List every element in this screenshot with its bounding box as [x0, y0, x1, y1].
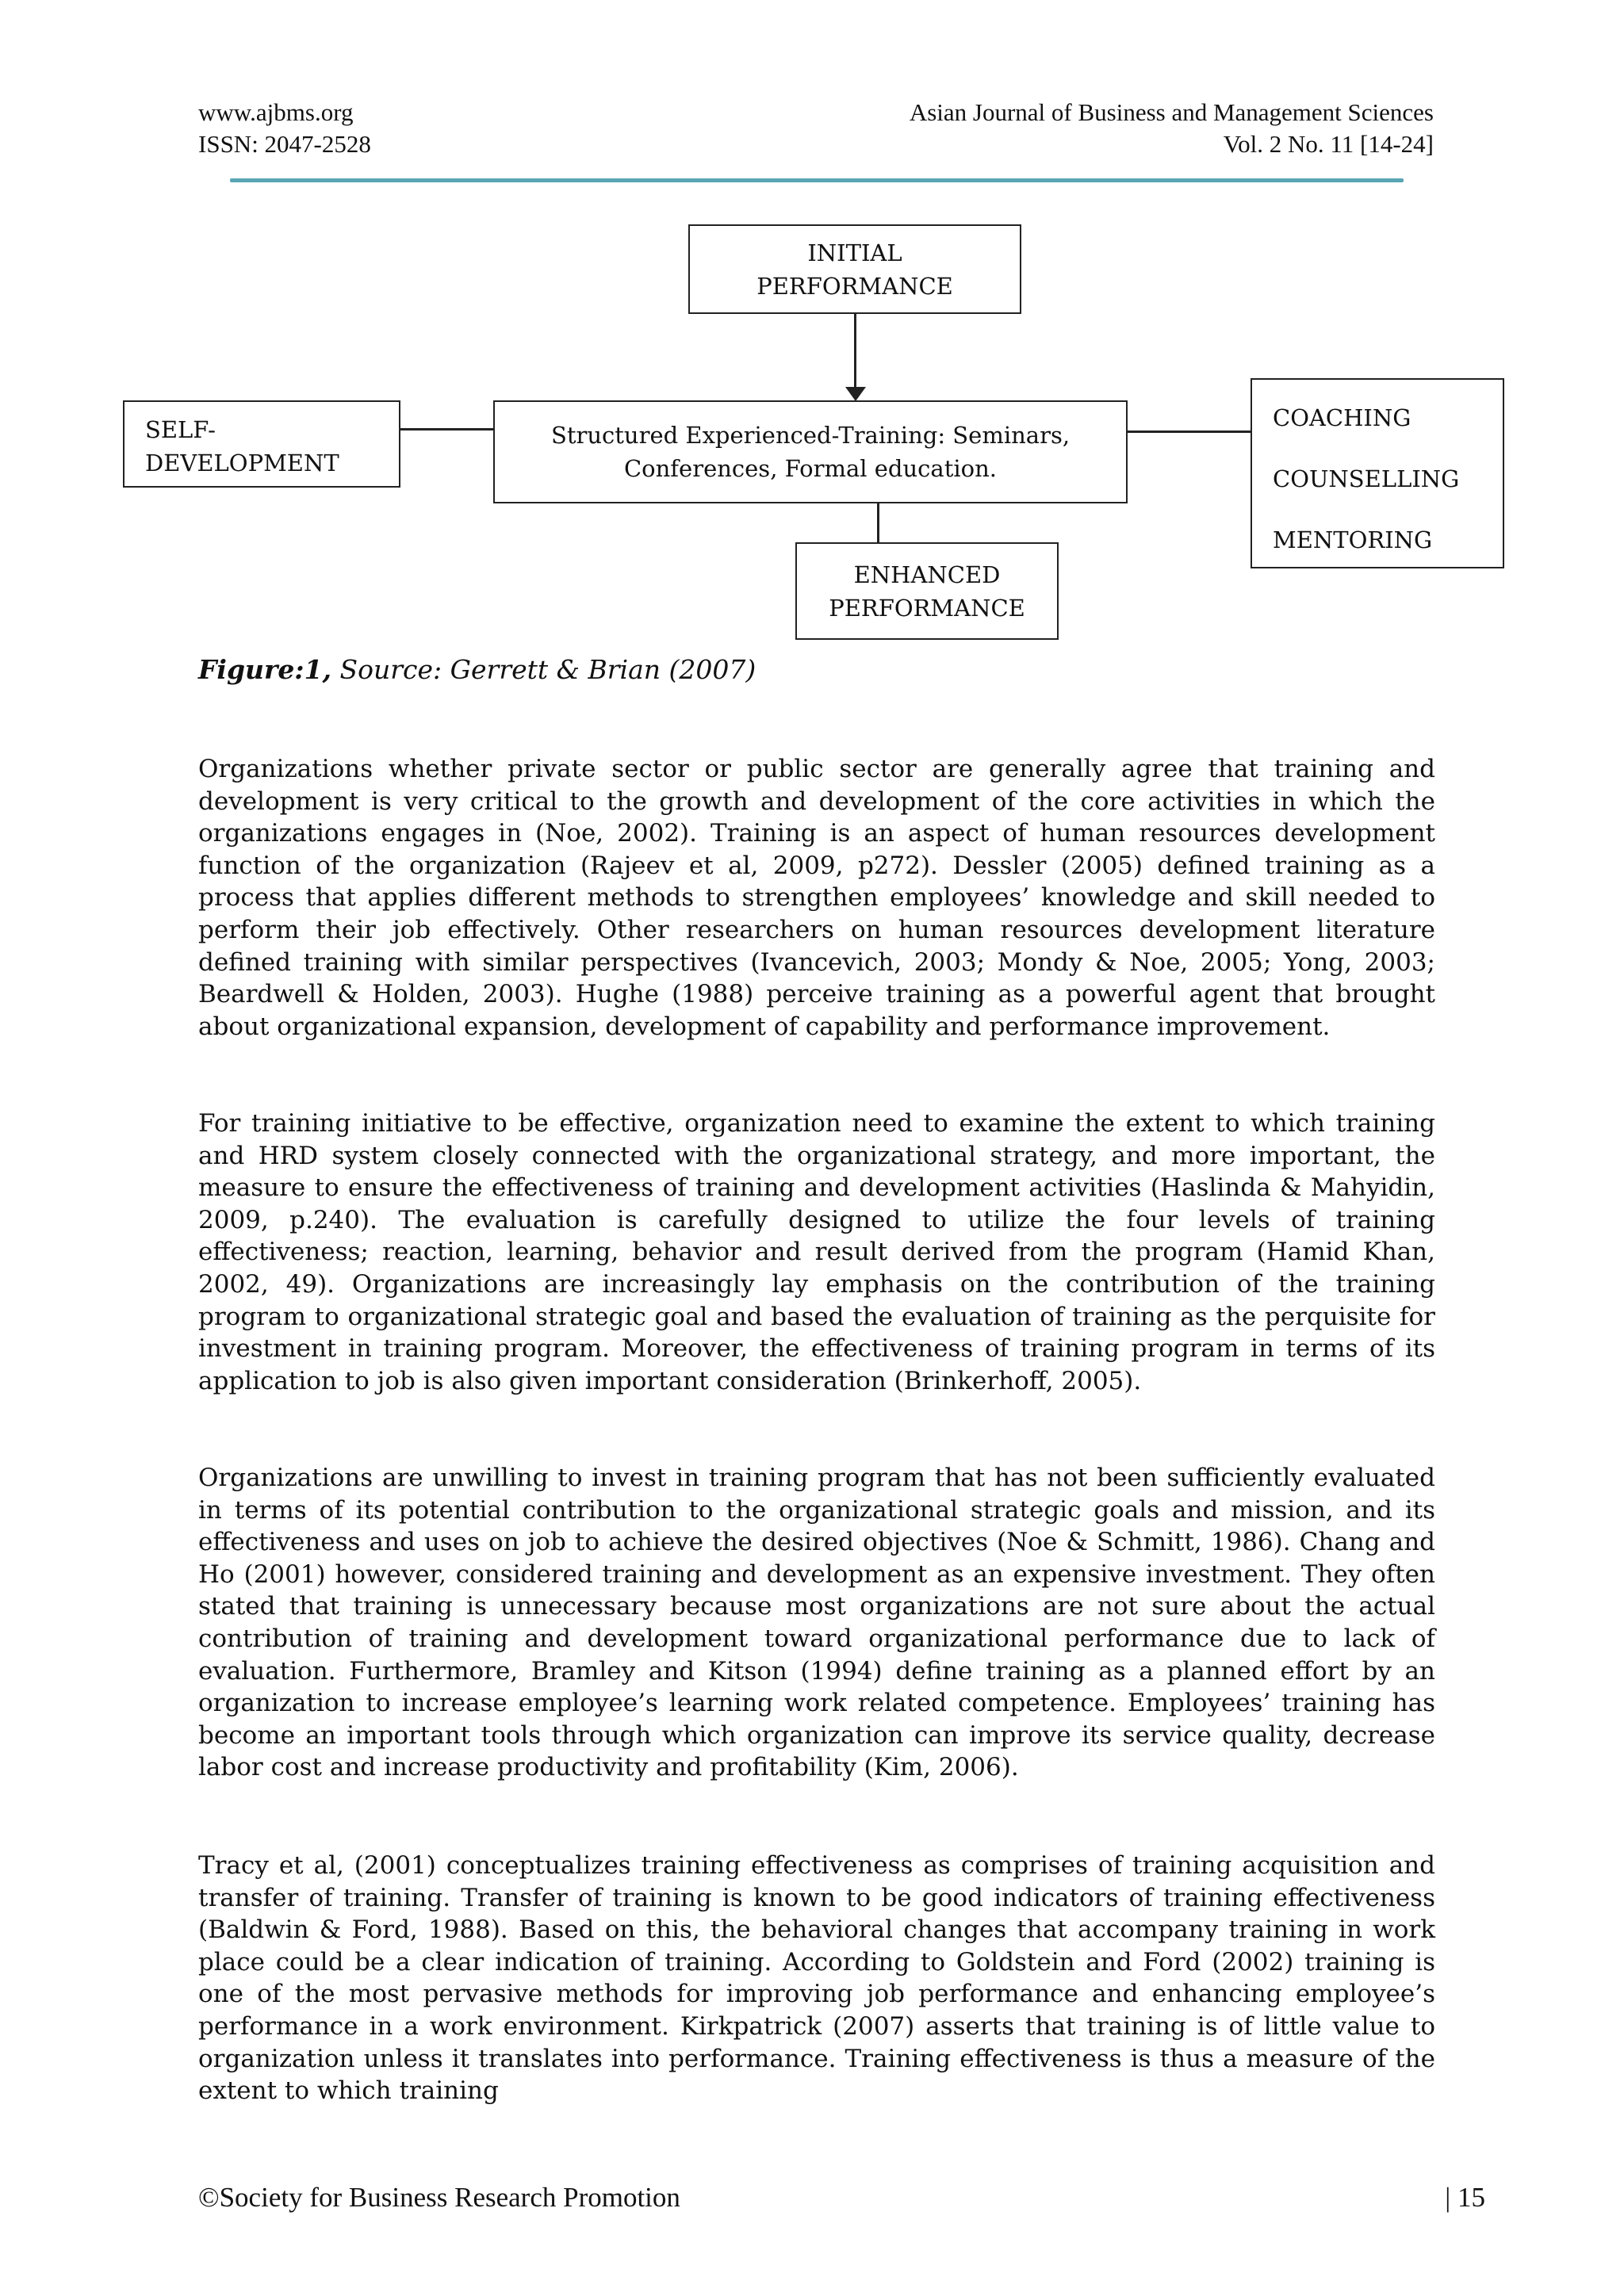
- coaching-label: COACHING: [1273, 404, 1411, 431]
- structured-training-box: [493, 400, 1128, 503]
- initial-line-2: PERFORMANCE: [756, 272, 953, 300]
- initial-performance-box: [688, 224, 1021, 314]
- self-connector: [400, 428, 494, 430]
- figure-label: Figure:1,: [198, 654, 332, 685]
- paragraph-3: Organizations are unwilling to invest in training program that has not been sufficiently evaluated in terms of its potential contribution to the organizational strategic goals and mission, and its effectiveness and uses on job to achieve the desired objectives (Noe & Schmitt, 1986). Chang and Ho (2001) however, considered training and development as an expensive investment. They often stated that training is unnecessary because most organizations are not sure about the actual contribution of training and development toward organizational performance due to lack of evaluation. Furthermore, Bramley and Kitson (1994) define training as a planned effort by an organization to increase employee’s learning work related competence. Employees’ training has become an important tools through which organization can improve its service quality, decrease labor cost and increase productivity and profitability (Kim, 2006).: [198, 1464, 1435, 1782]
- page-number: | 15: [1445, 2182, 1485, 2213]
- issn: ISSN: 2047-2528: [198, 130, 371, 158]
- counselling-label: COUNSELLING: [1273, 465, 1460, 492]
- paragraph-4: Tracy et al, (2001) conceptualizes training effectiveness as comprises of training acquisition and transfer of training. Transfer of training is known to be good indicators of training effectiveness (Baldwin & Ford, 1988). Based on this, the behavioral changes that accompany training in work place could be a clear indication of training. According to Goldstein and Ford (2002) training is one of the most pervasive methods for improving job performance and enhancing employee’s performance in a work environment. Kirkpatrick (2007) asserts that training is of little value to organization unless it translates into performance. Training effectiveness is thus a measure of the extent to which training: [198, 1851, 1435, 2106]
- coaching-box: [1251, 378, 1504, 568]
- footer-copyright: ©Society for Business Research Promotion: [198, 2182, 680, 2213]
- arrow-down-icon: [845, 387, 866, 401]
- self-line-2: DEVELOPMENT: [145, 450, 339, 476]
- enhanced-connector: [877, 503, 879, 543]
- site-url[interactable]: www.ajbms.org: [198, 98, 354, 126]
- volume-info: Vol. 2 No. 11 [14-24]: [1223, 130, 1434, 158]
- enhanced-line-1: ENHANCED: [853, 561, 1001, 588]
- enhanced-performance-box: [795, 542, 1059, 640]
- paragraph-2: For training initiative to be effective, organization need to examine the extent to which training and HRD system closely connected with the organizational strategy, and more important, the measure to ensure the effectiveness of training and development activities (Haslinda & Mahyidin, 2009, p.240). The evaluation is carefully designed to utilize the four levels of training effectiveness; reaction, learning, behavior and result derived from the program (Hamid Khan, 2002, 49). Organizations are increasingly lay emphasis on the contribution of the training program to organizational strategic goal and based the evaluation of training as the perquisite for investment in training program. Moreover, the effectiveness of training program in terms of its application to job is also given important consideration (Brinkerhoff, 2005).: [198, 1109, 1435, 1395]
- initial-line-1: INITIAL: [807, 239, 902, 266]
- self-line-1: SELF-: [145, 416, 216, 443]
- structured-line-2: Conferences, Formal education.: [623, 455, 997, 482]
- figure-caption: [198, 654, 756, 685]
- enhanced-line-2: PERFORMANCE: [829, 594, 1025, 622]
- structured-line-1: Structured Experienced-Training: Seminars,: [550, 422, 1071, 449]
- journal-title: Asian Journal of Business and Management Sciences: [909, 98, 1434, 126]
- self-development-box: [123, 400, 400, 488]
- paragraph-1: Organizations whether private sector or public sector are generally agree that training and development is very critical to the growth and development of the core activities in which the organizations engages in (Noe, 2002). Training is an aspect of human resources development function of the organization (Rajeev et al, 2009, p272). Dessler (2005) defined training as a process that applies different methods to strengthen employees’ knowledge and skill needed to perform their job effectively. Other researchers on human resources development literature defined training with similar perspectives (Ivancevich, 2003; Mondy & Noe, 2005; Yong, 2003; Beardwell & Holden, 2003). Hughe (1988) perceive training as a powerful agent that brought about organizational expansion, development of capability and performance improvement.: [198, 755, 1435, 1041]
- header-divider: [230, 178, 1404, 182]
- coaching-connector: [1128, 430, 1251, 433]
- running-header-right: [910, 97, 1434, 160]
- figure-source: Source: Gerrett & Brian (2007): [331, 654, 756, 685]
- initial-connector: [854, 314, 856, 393]
- mentoring-label: MENTORING: [1273, 526, 1433, 553]
- running-header-left: [198, 97, 371, 160]
